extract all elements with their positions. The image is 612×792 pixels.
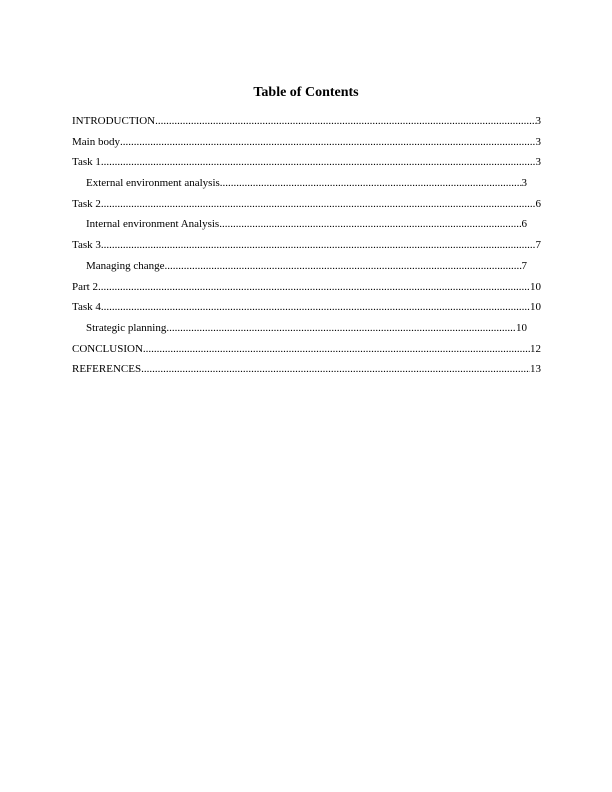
toc-dot-leader <box>166 321 516 335</box>
toc-title: Table of Contents <box>253 85 359 100</box>
toc-entry-label: Task 2 <box>72 197 101 210</box>
toc-entry-page: 7 <box>535 239 541 252</box>
toc-entry-label: Main body <box>72 135 120 148</box>
toc-entry-main-body[interactable] <box>72 135 541 156</box>
toc-dot-leader <box>120 135 536 149</box>
toc-entry-internal-environment-analysis[interactable] <box>72 217 527 238</box>
toc-dot-leader <box>165 259 522 273</box>
toc-entry-page: 3 <box>521 177 527 190</box>
toc-entry-page: 13 <box>530 363 541 376</box>
toc-dot-leader <box>101 197 536 211</box>
toc-entry-task-1[interactable] <box>72 155 541 176</box>
toc-dot-leader <box>101 238 536 252</box>
toc-entry-label: Task 1 <box>72 156 101 169</box>
toc-entry-page: 10 <box>530 301 541 314</box>
toc-entry-label: Task 3 <box>72 239 101 252</box>
toc-entry-page: 7 <box>521 259 527 272</box>
toc-entry-conclusion[interactable] <box>72 342 541 363</box>
toc-entry-page: 3 <box>535 135 541 148</box>
toc-dot-leader <box>219 217 521 231</box>
toc-dot-leader <box>155 114 535 128</box>
toc-entry-label: External environment analysis <box>86 177 220 190</box>
toc-dot-leader <box>101 155 536 169</box>
toc-dot-leader <box>98 280 530 294</box>
toc-entry-task-4[interactable] <box>72 300 541 321</box>
toc-entry-label: Task 4 <box>72 301 101 314</box>
toc-dot-leader <box>143 342 530 356</box>
toc-entry-page: 3 <box>535 156 541 169</box>
toc-entry-label: Managing change <box>86 259 165 272</box>
toc-entry-label: CONCLUSION <box>72 342 143 355</box>
toc-entry-references[interactable] <box>72 362 541 383</box>
toc-entry-page: 6 <box>535 197 541 210</box>
toc-entry-page: 6 <box>521 218 527 231</box>
toc-entry-task-3[interactable] <box>72 238 541 259</box>
toc-entry-page: 10 <box>516 321 527 334</box>
toc-entry-introduction[interactable] <box>72 114 541 135</box>
toc-entry-page: 12 <box>530 342 541 355</box>
toc-entry-page: 3 <box>535 115 541 127</box>
toc-dot-leader <box>220 176 522 190</box>
toc-entry-label: INTRODUCTION <box>72 115 156 127</box>
toc-entry-label: Internal environment Analysis <box>86 218 220 231</box>
toc-entry-external-environment-analysis[interactable] <box>72 176 527 197</box>
toc-entry-task-2[interactable] <box>72 197 541 218</box>
toc-dot-leader <box>101 300 530 314</box>
toc-entry-page: 10 <box>530 280 541 293</box>
toc-list <box>72 114 542 383</box>
toc-entry-strategic-planning[interactable] <box>72 321 527 342</box>
toc-entry-managing-change[interactable] <box>72 259 527 280</box>
toc-entry-label: REFERENCES <box>72 363 142 376</box>
toc-entry-label: Part 2 <box>72 280 98 293</box>
toc-entry-part-2[interactable] <box>72 280 541 301</box>
toc-entry-label: Strategic planning <box>86 321 167 334</box>
toc-dot-leader <box>141 362 530 376</box>
